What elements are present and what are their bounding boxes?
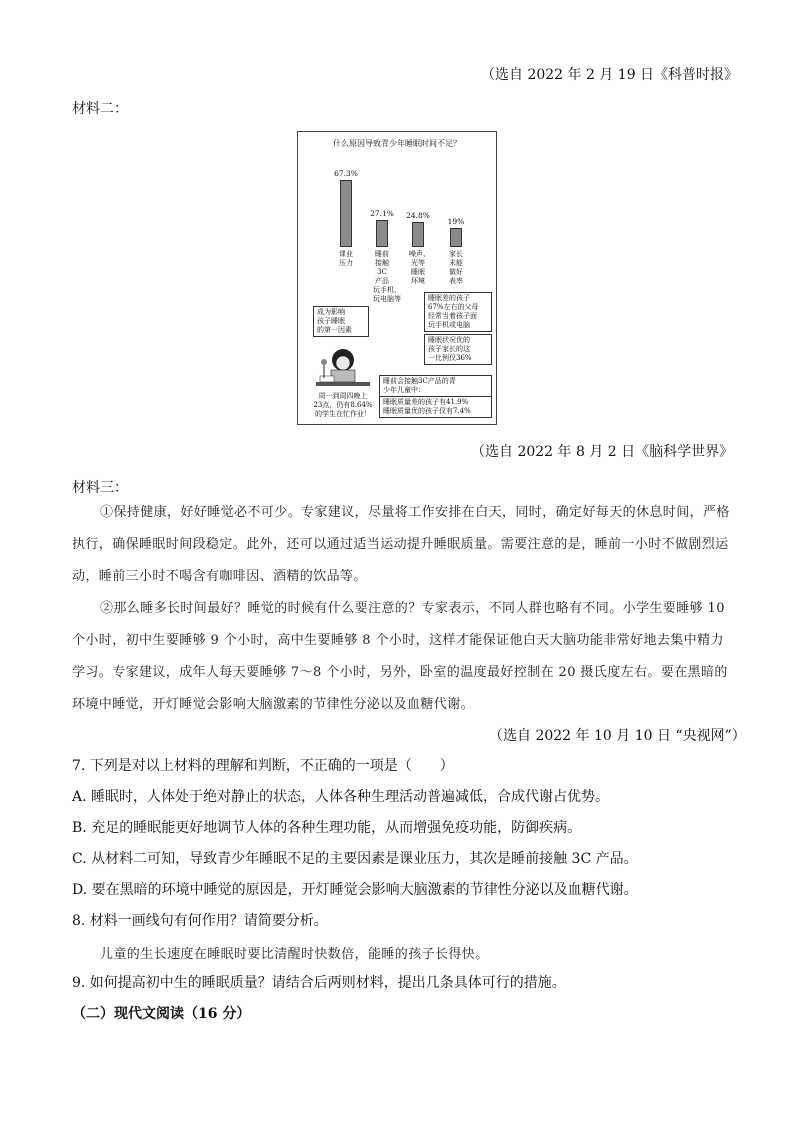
bar-value-label-1: 67.3% — [334, 168, 358, 178]
bar-3 — [412, 222, 424, 247]
category-label-line: 未能 — [449, 259, 463, 267]
category-label-line: 睡眠 — [411, 268, 425, 276]
question-7: 7. 下列是对以上材料的理解和判断，不正确的一项是（ ） — [72, 758, 454, 774]
note-line: 67%左右的父母 — [428, 303, 479, 311]
note-good-sleep — [424, 334, 492, 365]
material-3-paragraph-2: ②那么睡多长时间最好？睡觉的时候有什么要注意的？专家表示，不同人群也略有不同。小学生要睡够 10 个小时，初中生要睡够 9 个小时，高中生要睡够 8 个小时，这样才能保证他白天大脑功能非常好地去集中精力学习。专家建议，成年人每天要睡够 7～8 个小时，另外，卧室的温度最好控制在 20 摄氏度左右。要在黑暗的环境中睡觉，开灯睡觉会影响大脑激素的节律性分泌以及血糖代谢。 — [72, 601, 728, 712]
category-label-line: 压力 — [339, 259, 353, 267]
category-label-line: 3C — [377, 268, 387, 276]
note-line: 玩手机或电脑 — [428, 321, 470, 329]
note-line: 孩子睡眠 — [317, 317, 345, 325]
category-label-line: 玩手机、 — [373, 286, 401, 294]
note-line: 睡眠状况优的 — [428, 336, 470, 344]
material-3-paragraph-1: ①保持健康，好好睡觉必不可少。专家建议，尽量将工作安排在白天，同时，确定好每天的休息时间，严格执行，确保睡眠时间段稳定。此外，还可以通过适当运动提升睡眠质量。需要注意的是，睡前一小时不做剧烈运动，睡前三小时不喝含有咖啡因、酒精的饮品等。 — [72, 505, 730, 584]
bar-1 — [340, 180, 352, 247]
category-label-line: 光等 — [411, 259, 425, 267]
option-a: A. 睡眠时，人体处于绝对静止的状态，人体各种生理活动普遍减低，合成代谢占优势。 — [72, 789, 610, 805]
chart-title: 什么原因导致青少年睡眠时间不足？ — [333, 139, 461, 148]
option-c: C. 从材料二可知，导致青少年睡眠不足的主要因素是课业压力，其次是睡前接触 3C 产品。 — [72, 851, 638, 867]
note-line: 孩子家长的这 — [428, 345, 470, 353]
bar-value-label-4: 19% — [447, 217, 465, 226]
note-homework — [306, 392, 380, 419]
category-label-line: 玩电脑等 — [373, 295, 401, 303]
note-line: 一比例仅36% — [428, 354, 472, 362]
source-citation-2: （选自 2022 年 8 月 2 日《脑科学世界》 — [471, 444, 734, 460]
note-teen-3c-body — [380, 397, 491, 417]
category-label-line: 做好 — [449, 268, 463, 276]
note-first-factor — [313, 306, 369, 337]
source-citation-1: （选自 2022 年 2 月 19 日《科普时报》 — [481, 67, 739, 83]
note-line: 睡眠质量差的孩子有41.9% — [383, 398, 469, 406]
student-studying-illustration — [314, 344, 372, 392]
category-label-2 — [373, 250, 401, 304]
category-label-line: 噪声、 — [409, 250, 430, 258]
material-2-label: 材料二： — [72, 101, 128, 117]
option-d: D. 要在黑暗的环境中睡觉的原因是，开灯睡觉会影响大脑激素的节律性分泌以及血糖代谢。 — [72, 882, 638, 898]
question-9: 9. 如何提高初中生的睡眠质量？请结合后两则材料，提出几条具体可行的措施。 — [72, 975, 566, 991]
source-citation-3: （选自 2022 年 10 月 10 日 “央视网”） — [489, 728, 746, 744]
note-line: 睡眠差的孩子 — [428, 294, 470, 302]
option-b: B. 充足的睡眠能更好地调节人体的各种生理功能，从而增强免疫功能，防御疾病。 — [72, 820, 582, 836]
note-teen-3c — [379, 375, 492, 418]
category-label-line: 接触 — [375, 259, 389, 267]
bar-4 — [450, 228, 462, 247]
note-line: 周一到周四晚上 — [318, 392, 368, 400]
question-8: 8. 材料一画线句有何作用？请简要分析。 — [72, 913, 328, 929]
bar-2 — [376, 220, 388, 247]
bar-value-label-3: 24.8% — [406, 211, 430, 221]
note-line: 少年儿童中： — [383, 386, 425, 394]
category-label-line: 家长 — [449, 250, 463, 258]
note-line: 经常当着孩子面 — [428, 312, 477, 320]
material-3-label: 材料三： — [72, 480, 128, 496]
question-8-quote: 儿童的生长速度在睡眠时要比清醒时快数倍，能睡的孩子长得快。 — [100, 947, 489, 962]
note-line: 的学生在忙作业！ — [315, 410, 371, 418]
category-label-line: 课业 — [339, 250, 353, 258]
bar-value-label-2: 27.1% — [370, 208, 394, 218]
note-teen-3c-header — [380, 376, 491, 397]
category-label-line: 环境 — [411, 277, 425, 285]
category-label-4 — [447, 250, 465, 286]
category-label-3 — [409, 250, 430, 286]
category-label-line: 产品 — [375, 277, 389, 285]
note-line: 睡眠质量优的孩子仅有7.4% — [383, 407, 471, 415]
chart-figure — [297, 131, 497, 425]
note-line: 睡前会接触3C产品的青 — [383, 377, 456, 385]
note-line: 成为影响 — [317, 308, 345, 316]
category-label-line: 表率 — [449, 277, 463, 285]
category-label-1 — [337, 250, 355, 268]
note-line: 的第一因素 — [317, 326, 352, 334]
note-line: 23点，仍有8.64% — [313, 401, 373, 409]
section-heading-2: （二）现代文阅读（16 分） — [72, 1006, 251, 1022]
note-parents-play — [424, 292, 492, 332]
category-label-line: 睡前 — [375, 250, 389, 258]
